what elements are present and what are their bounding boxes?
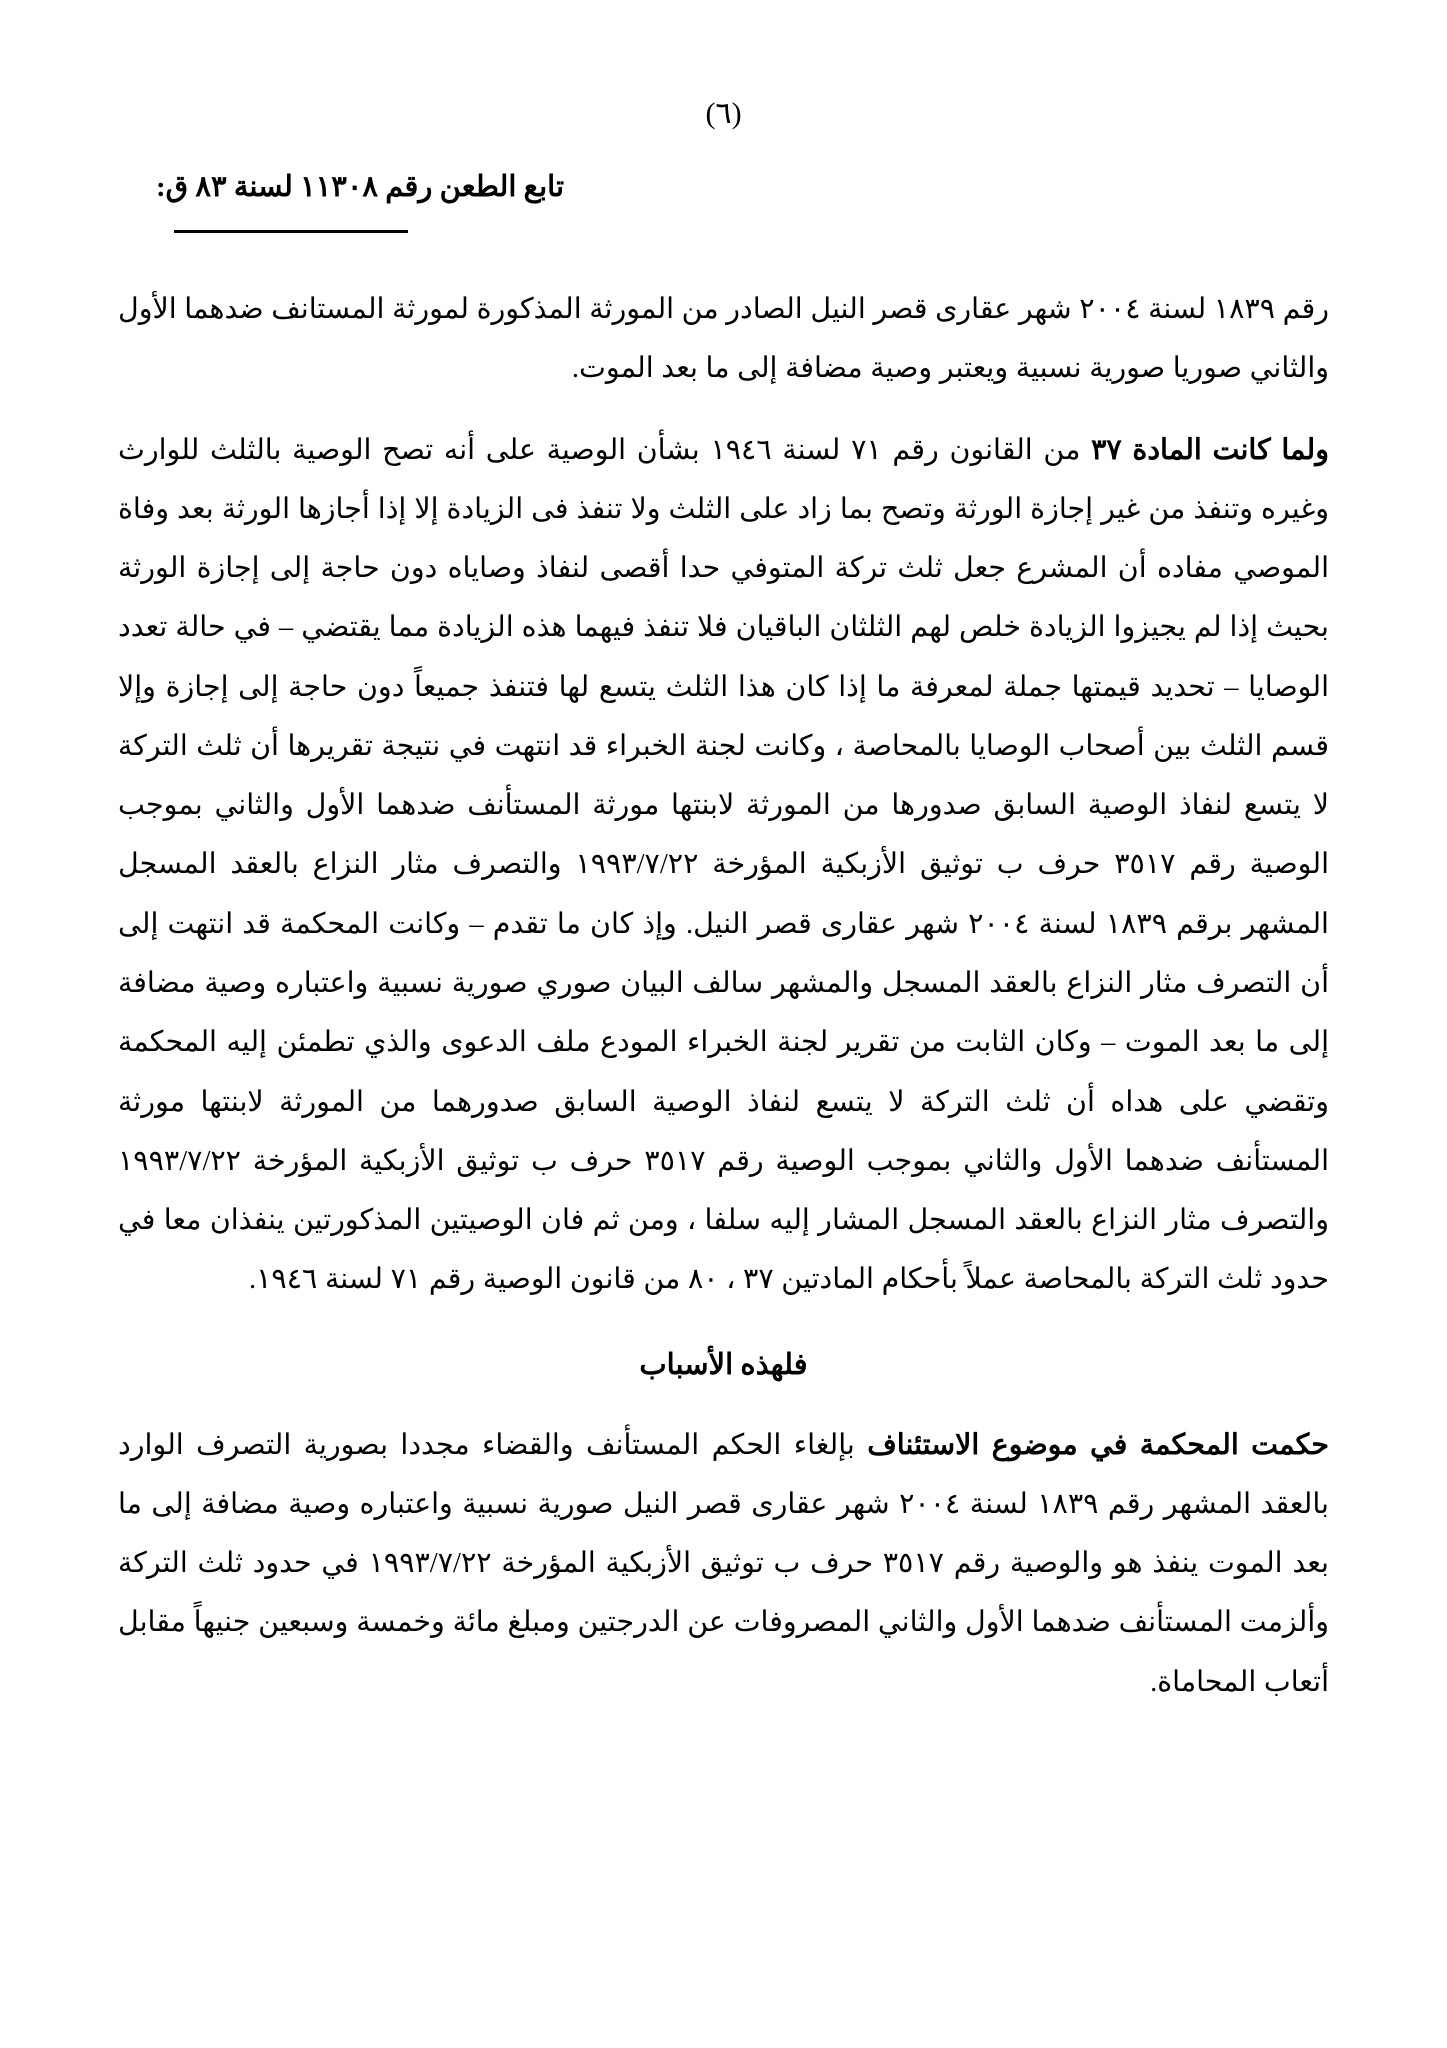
- paragraph-1: [118, 280, 1329, 399]
- paragraph-3-bold-lead: حكمت المحكمة في موضوع الاستئناف: [867, 1429, 1329, 1461]
- document-header: [118, 166, 1329, 208]
- horizontal-rule-divider: [174, 230, 408, 233]
- paragraph-3-ruling: [118, 1416, 1329, 1712]
- paragraph-2-bold-lead: ولما كانت المادة ٣٧: [1091, 434, 1329, 466]
- section-heading-reasons: فلهذه الأسباب: [639, 1348, 808, 1381]
- header-rule-container: [118, 222, 1329, 240]
- header-title: تابع الطعن رقم ١١٣٠٨ لسنة ٨٣ ق:: [156, 171, 565, 203]
- page-number: (٦): [705, 97, 742, 130]
- paragraph-2: [118, 421, 1329, 1310]
- paragraph-1-text: رقم ١٨٣٩ لسنة ٢٠٠٤ شهر عقارى قصر النيل الصادر من المورثة المذكورة لمورثة المستانف ضدهما الأول والثاني صوريا صورية نسبية ويعتبر وصية مضافة إلى ما بعد الموت.: [118, 294, 1330, 385]
- paragraph-3-text: بإلغاء الحكم المستأنف والقضاء مجددا بصورية التصرف الوارد بالعقد المشهر رقم ١٨٣٩ لسنة ٢٠٠٤ شهر عقارى قصر النيل صورية نسبية واعتباره وصية مضافة إلى ما بعد الموت ينفذ هو والوصية رقم ٣٥١٧ حرف ب توثيق الأزبكية المؤرخة ١٩٩٣/٧/٢٢ في حدود ثلث التركة وألزمت المستأنف ضدهما الأول والثاني المصروفات عن الدرجتين ومبلغ مائة وخمسة وسبعين جنيهاً مقابل أتعاب المحاماة.: [118, 1429, 1329, 1698]
- paragraph-2-text: من القانون رقم ٧١ لسنة ١٩٤٦ بشأن الوصية على أنه تصح الوصية بالثلث للوارث وغيره وتنفذ من غير إجازة الورثة وتصح بما زاد على الثلث ولا تنفذ فى الزيادة إلا إذا أجازها الورثة بعد وفاة الموصي مفاده أن المشرع جعل ثلث تركة المتوفي حدا أقصى لنفاذ وصاياه دون حاجة إلى إجازة الورثة بحيث إذا لم يجيزوا الزيادة خلص لهم الثلثان الباقيان فلا تنفذ فيهما هذه الزيادة مما يقتضي – في حالة تعدد الوصايا – تحديد قيمتها جملة لمعرفة ما إذا كان هذا الثلث يتسع لها فتنفذ جميعاً دون حاجة إلى إجازة وإلا قسم الثلث بين أصحاب الوصايا بالمحاصة ، وكانت لجنة الخبراء قد انتهت في نتيجة تقريرها أن ثلث التركة لا يتسع لنفاذ الوصية السابق صدورها من المورثة لابنتها مورثة المستأنف ضدهما الأول والثاني بموجب الوصية رقم ٣٥١٧ حرف ب توثيق الأزبكية المؤرخة ١٩٩٣/٧/٢٢ والتصرف مثار النزاع بالعقد المسجل المشهر برقم ١٨٣٩ لسنة ٢٠٠٤ شهر عقارى قصر النيل. وإذ كان ما تقدم – وكانت المحكمة قد انتهت إلى أن التصرف مثار النزاع بالعقد المسجل والمشهر سالف البيان صوري صورية نسبية واعتباره وصية مضافة إلى ما بعد الموت – وكان الثابت من تقرير لجنة الخبراء المودع ملف الدعوى والذي تطمئن إليه المحكمة وتقضي على هداه أن ثلث التركة لا يتسع لنفاذ الوصية السابق صدورهما من المورثة لابنتها مورثة المستأنف ضدهما الأول والثاني بموجب الوصية رقم ٣٥١٧ حرف ب توثيق الأزبكية المؤرخة ١٩٩٣/٧/٢٢ والتصرف مثار النزاع بالعقد المسجل المشار إليه سلفا ، ومن ثم فان الوصيتين المذكورتين ينفذان معا في حدود ثلث التركة بالمحاصة عملاً بأحكام المادتين ٣٧ ، ٨٠ من قانون الوصية رقم ٧١ لسنة ١٩٤٦.: [118, 434, 1329, 1296]
